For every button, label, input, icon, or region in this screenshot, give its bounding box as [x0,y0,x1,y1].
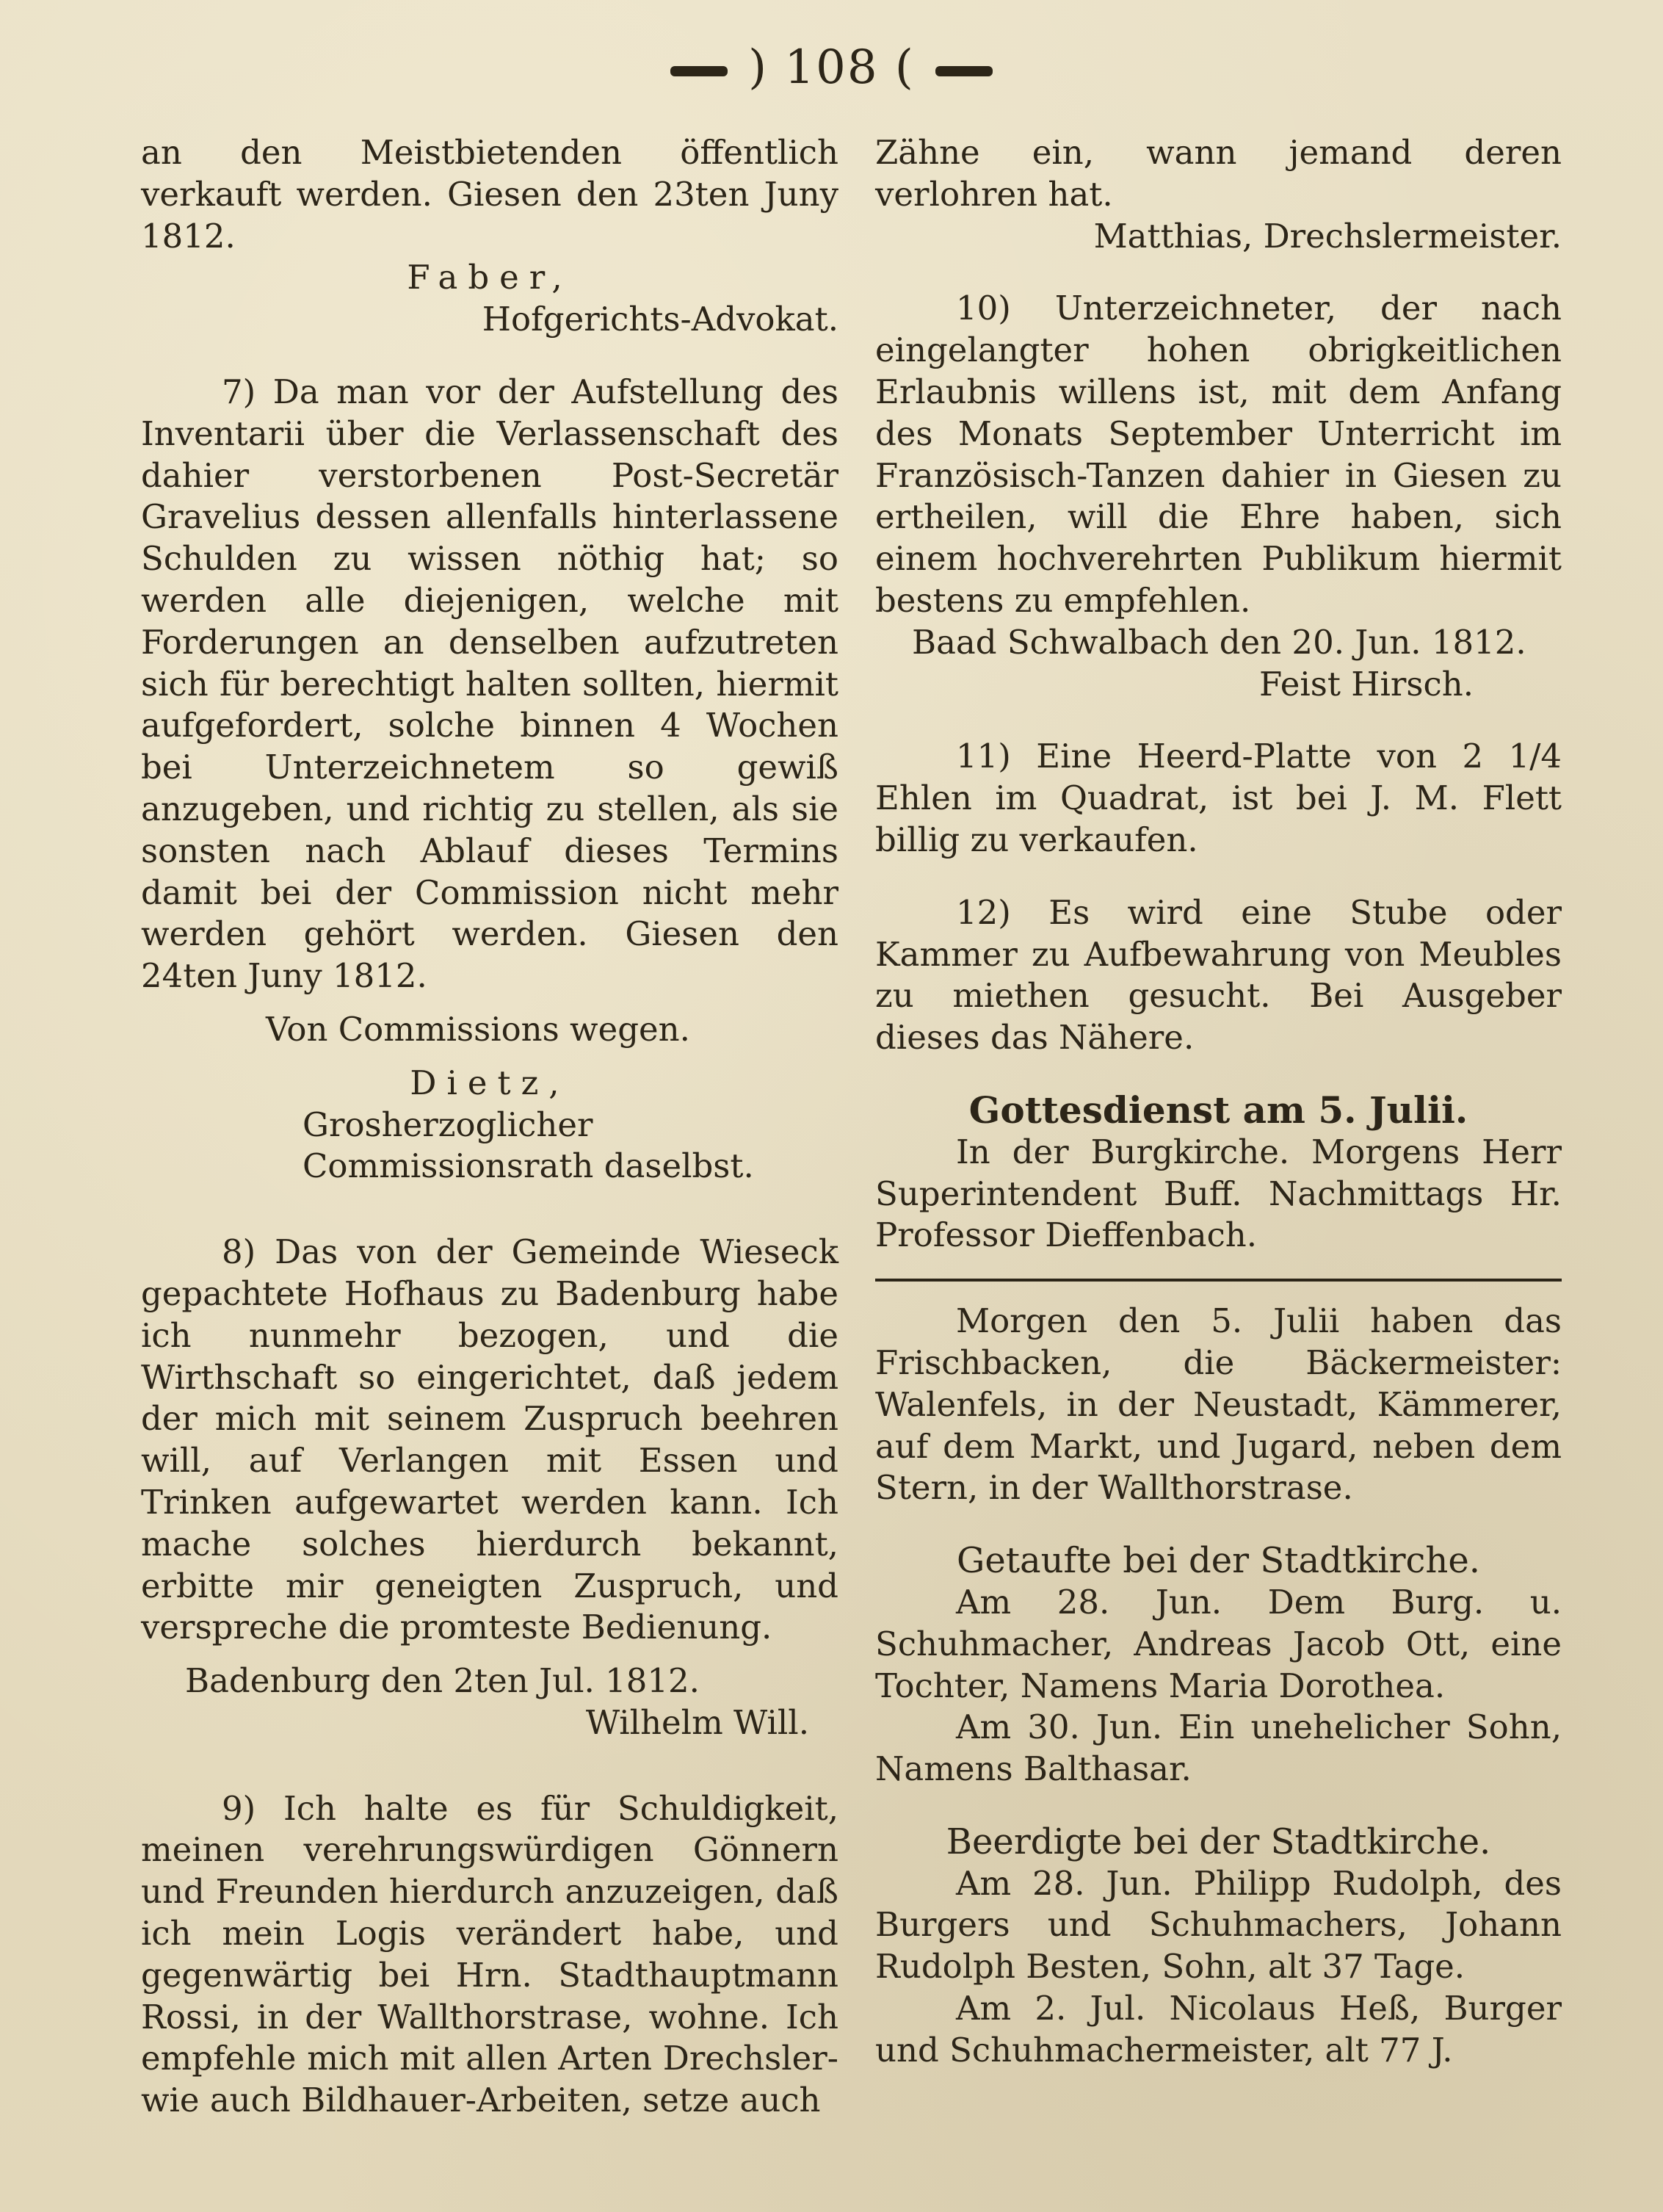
header-dash-left [670,66,728,76]
baptized-heading: Getaufte bei der Stadtkirche. [956,1540,1480,1582]
section-divider [875,1279,1562,1282]
notice-7-signature-title: Grosherzoglicher Commissionsrath daselbst. [302,1105,754,1186]
notice-8-signature: Wilhelm Will. [585,1702,809,1742]
notice-6-text: an den Meistbietenden öffentlich verkauft werden. Giesen den 23ten Juny 1812. [141,133,838,256]
notice-8-place-date: Badenburg den 2ten Jul. 1812. [185,1661,700,1701]
notice-8-text: 8) Das von der Gemeinde Wieseck gepachtete Hofhaus zu Badenburg habe ich nunmehr bezogen, und die Wirthschaft so eingerichtet, daß jedem der mich mit seinem Zuspruch beehren will, auf Verlangen mit Essen und Trinken aufgewartet werden kann. Ich mache solches hierdurch bekannt, erbitte mir geneigten Zuspruch, und verspreche die promteste Bedienung. [141,1232,838,1647]
notice-11-text: 11) Eine Heerd-Platte von 2 1/4 Ehlen im Quadrat, ist bei J. M. Flett billig zu verkaufen. [875,737,1562,859]
left-column [141,132,838,2122]
notice-10-place-date: Baad Schwalbach den 20. Jun. 1812. [912,622,1526,662]
notice-9-text: 9) Ich halte es für Schuldigkeit, meinen verehrungswürdigen Gönnern und Freunden hierdurch anzuzeigen, daß ich mein Logis verändert habe, und gegenwärtig bei Hrn. Stadthauptmann Rossi, in der Wallthorstrase, wohne. Ich empfehle mich mit allen Arten Drechsler- wie auch Bildhauer-Arbeiten, setze auch [141,1788,838,2120]
notice-6-signature-title: Hofgerichts-Advokat. [482,300,838,339]
service-heading: Gottesdienst am 5. Julii. [968,1088,1468,1132]
notice-7-from: Von Commissions wegen. [266,1009,690,1049]
notice-9-signature: Matthias, Drechslermeister. [1093,216,1562,256]
notice-10-signature: Feist Hirsch. [1259,664,1474,704]
notice-7-text: 7) Da man vor der Aufstellung des Inventarii über die Verlassenschaft des dahier verstorbenen Post-Secretär Gravelius dessen allenfalls hinterlassene Schulden zu wissen nöthig hat; so werden alle diejenigen, welche mit Forderungen an denselben aufzutreten sich für berechtigt halten sollten, hiermit aufgefordert, solche binnen 4 Wochen bei Unterzeichnetem so gewiß anzugeben, und richtig zu stellen, als sie sonsten nach Ablauf dieses Termins damit bei der Commission nicht mehr werden gehört werden. Giesen den 24ten Juny 1812. [141,372,838,996]
page-header [0,40,1663,95]
bakers-text: Morgen den 5. Julii haben das Frischbacken, die Bäckermeister: Walenfels, in der Neustadt, Kämmerer, auf dem Markt, und Jugard, neben dem Stern, in der Wallthorstrase. [875,1301,1562,1508]
right-column [875,132,1562,2072]
notice-9-continuation: Zähne ein, wann jemand deren verlohren hat. [875,133,1562,214]
buried-heading: Beerdigte bei der Stadtkirche. [946,1821,1491,1862]
notice-7-signature-name: Dietz, [410,1063,570,1102]
baptized-entry-1: Am 28. Jun. Dem Burg. u. Schuhmacher, Andreas Jacob Ott, eine Tochter, Namens Maria Dorothea. [875,1582,1562,1705]
service-text: In der Burgkirche. Morgens Herr Superintendent Buff. Nachmittags Hr. Professor Dieffenbach. [875,1132,1562,1255]
notice-6-signature-name: Faber, [407,258,573,297]
baptized-entry-2: Am 30. Jun. Ein unehelicher Sohn, Namens Balthasar. [875,1707,1562,1789]
notice-10-text: 10) Unterzeichneter, der nach eingelangter hohen obrigkeitlichen Erlaubnis willens ist, mit dem Anfang des Monats September Unterricht im Französisch-Tanzen dahier in Giesen zu ertheilen, will die Ehre haben, sich einem hochverehrten Publikum hiermit bestens zu empfehlen. [875,289,1562,620]
buried-entry-2: Am 2. Jul. Nicolaus Heß, Burger und Schuhmachermeister, alt 77 J. [875,1989,1562,2070]
notice-12-text: 12) Es wird eine Stube oder Kammer zu Aufbewahrung von Meubles zu miethen gesucht. Bei Ausgeber dieses das Nähere. [875,892,1562,1058]
buried-entry-1: Am 28. Jun. Philipp Rudolph, des Burgers und Schuhmachers, Johann Rudolph Besten, Sohn, alt 37 Tage. [875,1863,1562,1987]
header-dash-right [935,66,993,76]
page-number: ) 108 ( [748,40,915,95]
